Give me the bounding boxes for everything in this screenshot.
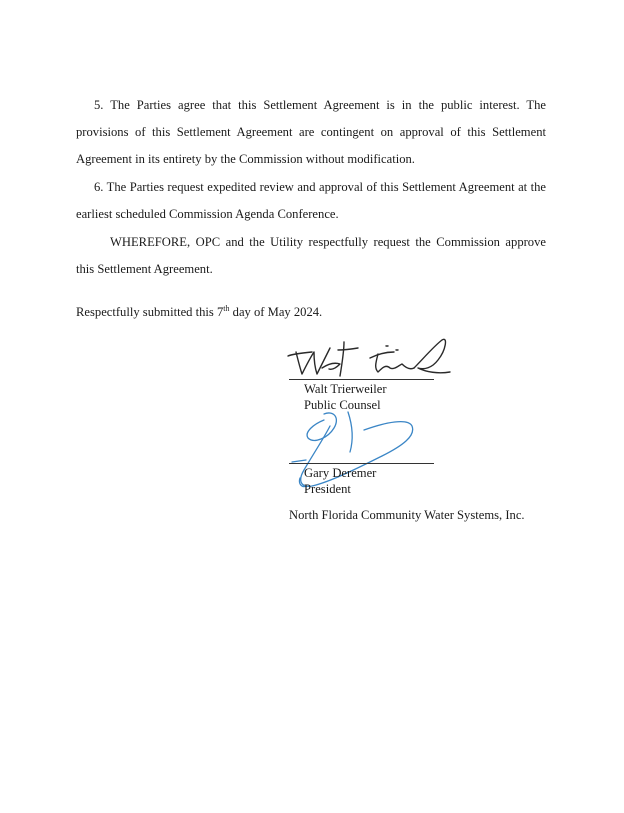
paragraph-6-text: 6. The Parties request expedited review and approval of this Settlement Agreement at the earliest scheduled Commission Agenda Conference.: [76, 180, 546, 221]
wherefore-paragraph: [76, 229, 546, 283]
company-name: North Florida Community Water Systems, Inc.: [289, 508, 525, 522]
signature-line-1: [289, 379, 434, 380]
paragraph-5-text: 5. The Parties agree that this Settlement Agreement is in the public interest. The provisions of this Settlement Agreement are contingent on approval of this Settlement Agreement in its entirety by the Commission without modification.: [76, 98, 546, 166]
signature-line-2: [289, 463, 434, 464]
date-ordinal-suffix: th: [223, 304, 230, 313]
paragraph-6: [76, 174, 546, 228]
submitted-line: Respectfully submitted this 7th day of May 2024.: [76, 304, 323, 319]
signature-walt-trierweiler: [282, 330, 452, 385]
signatory-title-2: President: [304, 482, 351, 496]
wherefore-text: WHEREFORE, OPC and the Utility respectfully request the Commission approve this Settlement Agreement.: [76, 235, 546, 276]
signatory-name-2: Gary Deremer: [304, 466, 377, 480]
signatory-name-1: Walt Trierweiler: [304, 382, 387, 396]
paragraph-5: [76, 92, 546, 173]
signatory-title-1: Public Counsel: [304, 398, 381, 412]
